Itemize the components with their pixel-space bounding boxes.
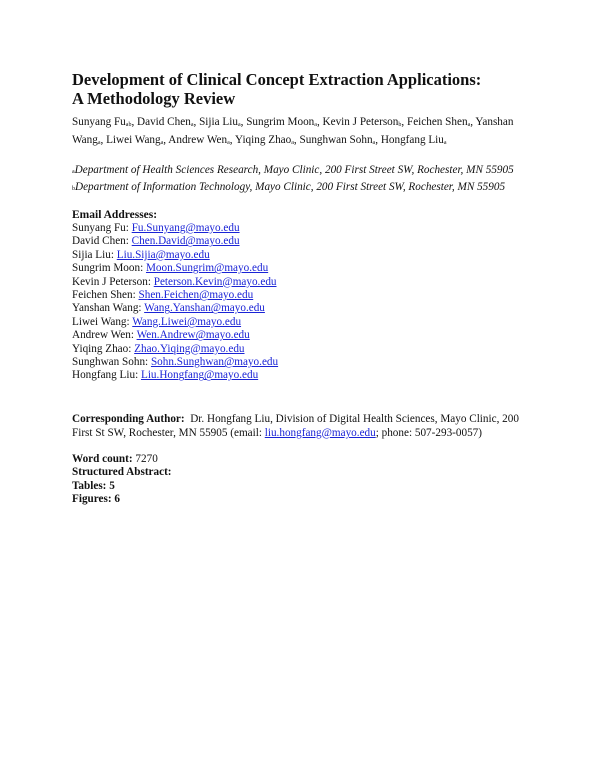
email-author-name: Sungrim Moon: (72, 262, 144, 275)
affiliation (72, 180, 542, 196)
affiliation-marker: a (443, 140, 447, 146)
email-row (72, 249, 542, 262)
email-link[interactable]: Fu.Sunyang@mayo.edu (131, 222, 240, 234)
title-page (72, 70, 542, 507)
affiliation-marker: b (72, 186, 75, 192)
word-count-label: Word count: (72, 452, 133, 465)
corresponding-author (72, 412, 542, 440)
affiliation-marker: a (372, 140, 376, 146)
paper-title: Development of Clinical Concept Extraction Applications: A Methodology Review (72, 70, 482, 108)
email-row (72, 356, 542, 369)
email-link[interactable]: Wang.Liwei@mayo.edu (132, 315, 242, 328)
email-list (72, 222, 542, 383)
author-name: Yanshan Wang (72, 116, 514, 146)
author-name: Andrew Wen (168, 134, 228, 146)
author-name: Kevin J Peterson (322, 116, 399, 128)
email-author-name: Yanshan Wang: (72, 302, 142, 315)
email-author-name: Andrew Wen: (72, 329, 134, 342)
email-row (72, 302, 542, 315)
email-link[interactable]: Peterson.Kevin@mayo.edu (153, 275, 277, 288)
affiliation-marker: ab (125, 122, 132, 128)
tables-count (72, 480, 542, 494)
corresponding-email-link[interactable]: liu.hongfang@mayo.edu (264, 426, 376, 439)
email-author-name: Hongfang Liu: (72, 369, 139, 382)
email-author-name: Liwei Wang: (72, 315, 130, 328)
affiliation-marker: a (467, 122, 471, 128)
affiliation-marker: a (291, 140, 294, 146)
author-name: David Chen (137, 116, 191, 128)
email-row (72, 343, 542, 356)
author-name: Liwei Wang (106, 134, 161, 146)
author-name: Yiqing Zhao (234, 134, 292, 146)
affiliation-marker: a (227, 140, 230, 146)
email-link[interactable]: Liu.Hongfang@mayo.edu (140, 369, 259, 382)
affiliation-text: Department of Health Sciences Research, Mayo Clinic, 200 First Street SW, Rochester, MN 55905 (74, 164, 514, 176)
email-link[interactable]: Moon.Sungrim@mayo.edu (145, 262, 269, 275)
email-link[interactable]: Wang.Yanshan@mayo.edu (144, 302, 265, 315)
figures-count (72, 493, 542, 507)
email-link[interactable]: Chen.David@mayo.edu (131, 235, 240, 248)
manuscript-meta (72, 453, 542, 507)
email-author-name: Kevin J Peterson: (72, 275, 151, 288)
email-row (72, 316, 542, 329)
affiliation-list (72, 163, 542, 196)
email-row (72, 289, 542, 302)
email-author-name: Sijia Liu: (72, 248, 114, 261)
email-row (72, 329, 542, 342)
corresponding-label: Corresponding Author: (72, 412, 185, 425)
corresponding-phone: ; phone: 507-293-0057) (375, 426, 482, 439)
affiliation-marker: a (72, 169, 75, 175)
tables-label: Tables: 5 (72, 479, 115, 492)
affiliation-marker: a (160, 140, 164, 146)
email-link[interactable]: Wen.Andrew@mayo.edu (136, 329, 250, 342)
author-name: Sijia Liu (199, 116, 238, 128)
email-row (72, 262, 542, 275)
author-name: Sungrim Moon (246, 116, 315, 128)
corresponding-text: Dr. Hongfang Liu, Division of Digital Health Sciences, Mayo Clinic, 200 First St SW, Rochester, MN 55905 (email: (72, 412, 519, 439)
email-link[interactable]: Shen.Feichen@mayo.edu (138, 289, 254, 302)
author-name: Sunghwan Sohn (299, 134, 373, 146)
email-heading: Email Addresses: (72, 209, 158, 221)
email-link[interactable]: Sohn.Sunghwan@mayo.edu (150, 356, 279, 369)
email-link[interactable]: Zhao.Yiqing@mayo.edu (134, 342, 245, 355)
affiliation-marker: a (190, 122, 194, 128)
word-count-value: 7270 (135, 452, 158, 465)
affiliation-marker: a (314, 122, 317, 128)
structured-abstract (72, 466, 542, 480)
email-author-name: Yiqing Zhao: (72, 342, 132, 355)
email-author-name: Feichen Shen: (72, 289, 136, 302)
email-row (72, 222, 542, 235)
affiliation-marker: b (398, 122, 402, 128)
email-row (72, 276, 542, 289)
email-link[interactable]: Liu.Sijia@mayo.edu (116, 248, 210, 261)
word-count (72, 453, 542, 467)
email-row (72, 235, 542, 248)
affiliation (72, 163, 542, 179)
author-name: Sunyang Fu (72, 116, 126, 128)
author-list: Sunyang $Fu_{ab}$, David Chen$_a$, Sijia Liu$_a$, Sungrim Moon$_a$, Kevin J Peterson$_b$, Feichen Shen$_a$, Yanshan Wang$_a$, Liwei Wang$_a$, Andrew Wen$_a$, Yiqing Zhao$_a$, Sunghwan Sohn$_a$, Hongfang Liu$_a$ (72, 116, 514, 146)
email-author-name: Sunyang Fu: (72, 222, 129, 234)
affiliation-marker: a (237, 122, 241, 128)
figures-label: Figures: 6 (72, 493, 120, 506)
author-name: Hongfang Liu (380, 134, 444, 146)
structured-abstract-label: Structured Abstract: (72, 466, 172, 479)
email-author-name: Sunghwan Sohn: (72, 356, 149, 369)
affiliation-text: Department of Information Technology, Mayo Clinic, 200 First Street SW, Rochester, MN 55905 (75, 181, 506, 193)
email-row (72, 369, 542, 382)
affiliation-marker: a (97, 140, 101, 146)
email-author-name: David Chen: (72, 235, 129, 248)
author-name: Feichen Shen (406, 116, 468, 128)
